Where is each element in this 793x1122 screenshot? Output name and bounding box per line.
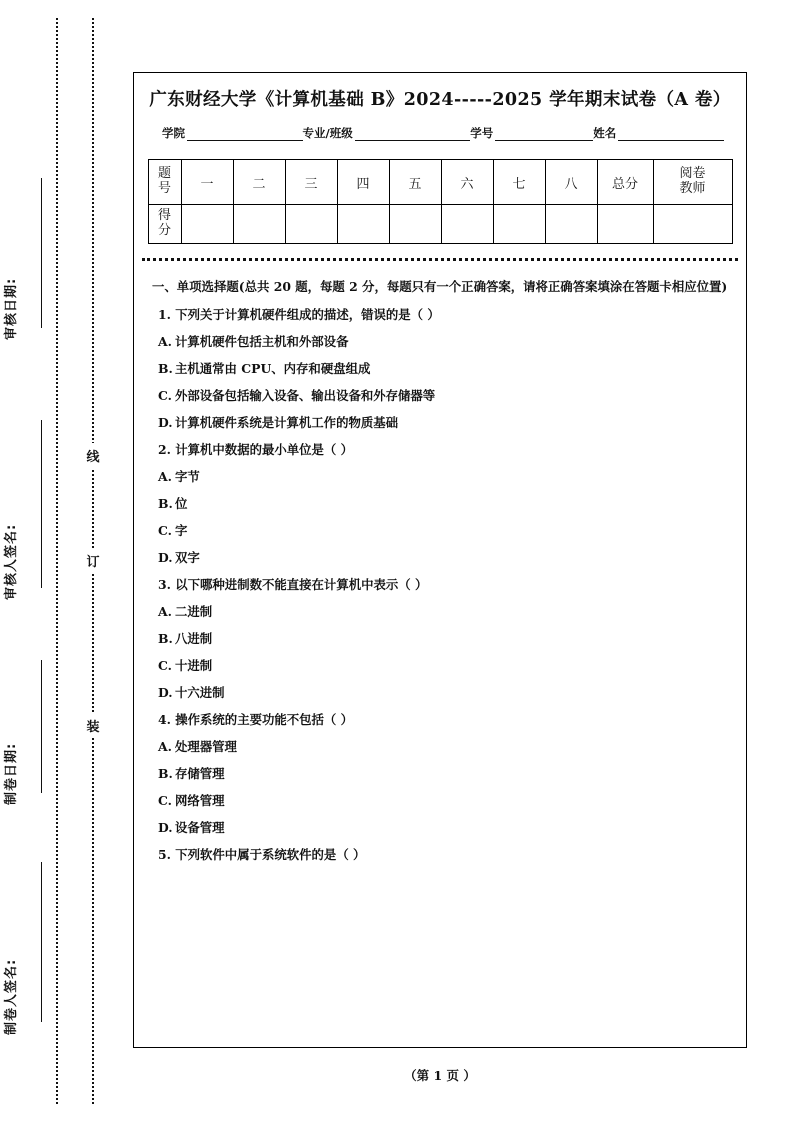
grader-cell[interactable] <box>653 205 732 244</box>
score-table-row <box>148 205 732 244</box>
question-option[interactable] <box>158 738 728 756</box>
question-stem: 4. 操作系统的主要功能不包括（ ） <box>158 711 354 727</box>
page-title: 广东财经大学《计算机基础 B》2024-----2025 学年期末试卷（A 卷） <box>149 90 731 110</box>
option-text: 二进制 <box>175 603 213 619</box>
option-key: D. <box>158 549 173 565</box>
field-label-3: 学号 <box>470 126 494 140</box>
question-option[interactable] <box>158 333 728 351</box>
score-total-cell[interactable] <box>597 205 653 244</box>
option-key: D. <box>158 684 173 700</box>
option-key: B. <box>158 361 173 377</box>
option-key: A. <box>158 738 172 754</box>
grader-header-line2: 教师 <box>679 181 706 196</box>
field-input-2[interactable] <box>355 127 471 141</box>
question-option[interactable] <box>158 603 728 621</box>
option-text: 十六进制 <box>175 684 225 700</box>
student-info-fields <box>162 125 724 141</box>
question-option[interactable] <box>158 360 728 378</box>
question-option[interactable] <box>158 819 728 837</box>
score-entry-cell[interactable] <box>389 205 441 244</box>
option-key: D. <box>158 415 173 431</box>
option-text: 计算机硬件系统是计算机工作的物质基础 <box>175 415 399 431</box>
question-list <box>152 306 728 864</box>
score-entry-cell[interactable] <box>285 205 337 244</box>
score-row-label: 得 分 <box>148 205 181 244</box>
question-stem: 2. 计算机中数据的最小单位是（ ） <box>158 442 354 458</box>
score-table-body <box>148 160 732 244</box>
option-text: 双字 <box>175 549 200 565</box>
question-stem: 5. 下列软件中属于系统软件的是（ ） <box>158 846 366 862</box>
binding-line-char: 线 <box>84 443 102 468</box>
field-input-1[interactable] <box>187 127 303 141</box>
question-option[interactable] <box>158 792 728 810</box>
seal-label-rule <box>41 420 42 588</box>
score-row-label: 题 号 <box>148 160 181 205</box>
section-divider <box>142 258 738 261</box>
field-input-4[interactable] <box>618 127 724 141</box>
score-table-row <box>148 160 732 205</box>
question-option[interactable] <box>158 414 728 432</box>
score-col-header: 七 <box>493 160 545 205</box>
questions-section <box>152 277 728 864</box>
question-option[interactable] <box>158 387 728 405</box>
field-label-4: 姓名 <box>593 126 617 140</box>
option-text: 字 <box>175 522 188 538</box>
option-text: 存储管理 <box>175 765 225 781</box>
option-text: 外部设备包括输入设备、输出设备和外存储器等 <box>175 388 436 404</box>
field-label-2: 专业/班级 <box>302 126 353 140</box>
seal-label-rule <box>41 178 42 328</box>
section-heading: 一、单项选择题(总共 20 题，每题 2 分，每题只有一个正确答案，请将正确答案填涂在答题卡相应位置) <box>152 279 728 294</box>
score-entry-cell[interactable] <box>545 205 597 244</box>
score-table <box>148 159 733 244</box>
seal-label: 制卷人签名: <box>4 958 19 1035</box>
option-text: 主机通常由 CPU、内存和硬盘组成 <box>175 361 371 377</box>
option-text: 网络管理 <box>175 792 225 808</box>
question-option[interactable] <box>158 765 728 783</box>
option-key: C. <box>158 522 172 538</box>
question-option[interactable] <box>158 630 728 648</box>
question-stem: 1. 下列关于计算机硬件组成的描述，错误的是（ ） <box>158 307 440 323</box>
option-key: A. <box>158 469 172 484</box>
exam-paper-frame <box>133 72 747 1048</box>
option-key: B. <box>158 765 173 781</box>
seal-dotted-line-outer <box>56 18 58 1104</box>
grader-header <box>653 160 732 205</box>
question-option[interactable] <box>158 522 728 540</box>
question-option[interactable] <box>158 468 728 486</box>
option-text: 设备管理 <box>175 819 225 835</box>
seal-label-rule <box>41 862 42 1022</box>
score-entry-cell[interactable] <box>337 205 389 244</box>
option-key: B. <box>158 495 173 511</box>
option-text: 位 <box>175 495 188 511</box>
option-text: 计算机硬件包括主机和外部设备 <box>175 334 349 350</box>
question-option[interactable] <box>158 495 728 513</box>
score-col-header: 八 <box>545 160 597 205</box>
question-stem: 3. 以下哪种进制数不能直接在计算机中表示（ ） <box>158 576 428 592</box>
score-col-header: 一 <box>181 160 233 205</box>
option-key: C. <box>158 657 172 673</box>
option-text: 十进制 <box>175 657 213 673</box>
option-text: 八进制 <box>175 630 213 646</box>
seal-margin <box>0 0 133 1122</box>
binding-line-char: 订 <box>84 548 102 573</box>
option-key: A. <box>158 603 172 619</box>
score-col-header: 三 <box>285 160 337 205</box>
page-footer: （第 1 页 ） <box>404 1068 476 1083</box>
score-total-header: 总分 <box>597 160 653 205</box>
field-input-3[interactable] <box>495 127 593 141</box>
question-option[interactable] <box>158 684 728 702</box>
option-key: D. <box>158 819 173 835</box>
score-entry-cell[interactable] <box>493 205 545 244</box>
option-key: C. <box>158 388 172 404</box>
binding-line-char: 装 <box>84 713 102 738</box>
seal-label: 制卷日期: <box>4 742 19 805</box>
score-col-header: 二 <box>233 160 285 205</box>
question-option[interactable] <box>158 549 728 567</box>
score-col-header: 四 <box>337 160 389 205</box>
question-option[interactable] <box>158 657 728 675</box>
score-entry-cell[interactable] <box>181 205 233 244</box>
score-col-header: 五 <box>389 160 441 205</box>
seal-label: 审核日期: <box>4 277 19 340</box>
seal-label: 审核人签名: <box>4 523 19 600</box>
option-key: C. <box>158 792 172 808</box>
option-key: B. <box>158 630 173 646</box>
option-text: 处理器管理 <box>175 738 237 754</box>
grader-header-line1: 阅卷 <box>679 166 706 182</box>
field-label-1: 学院 <box>162 126 185 140</box>
score-entry-cell[interactable] <box>233 205 285 244</box>
option-key: A. <box>158 334 172 350</box>
score-entry-cell[interactable] <box>441 205 493 244</box>
seal-label-rule <box>41 660 42 793</box>
score-col-header: 六 <box>441 160 493 205</box>
option-text: 字节 <box>175 469 200 484</box>
